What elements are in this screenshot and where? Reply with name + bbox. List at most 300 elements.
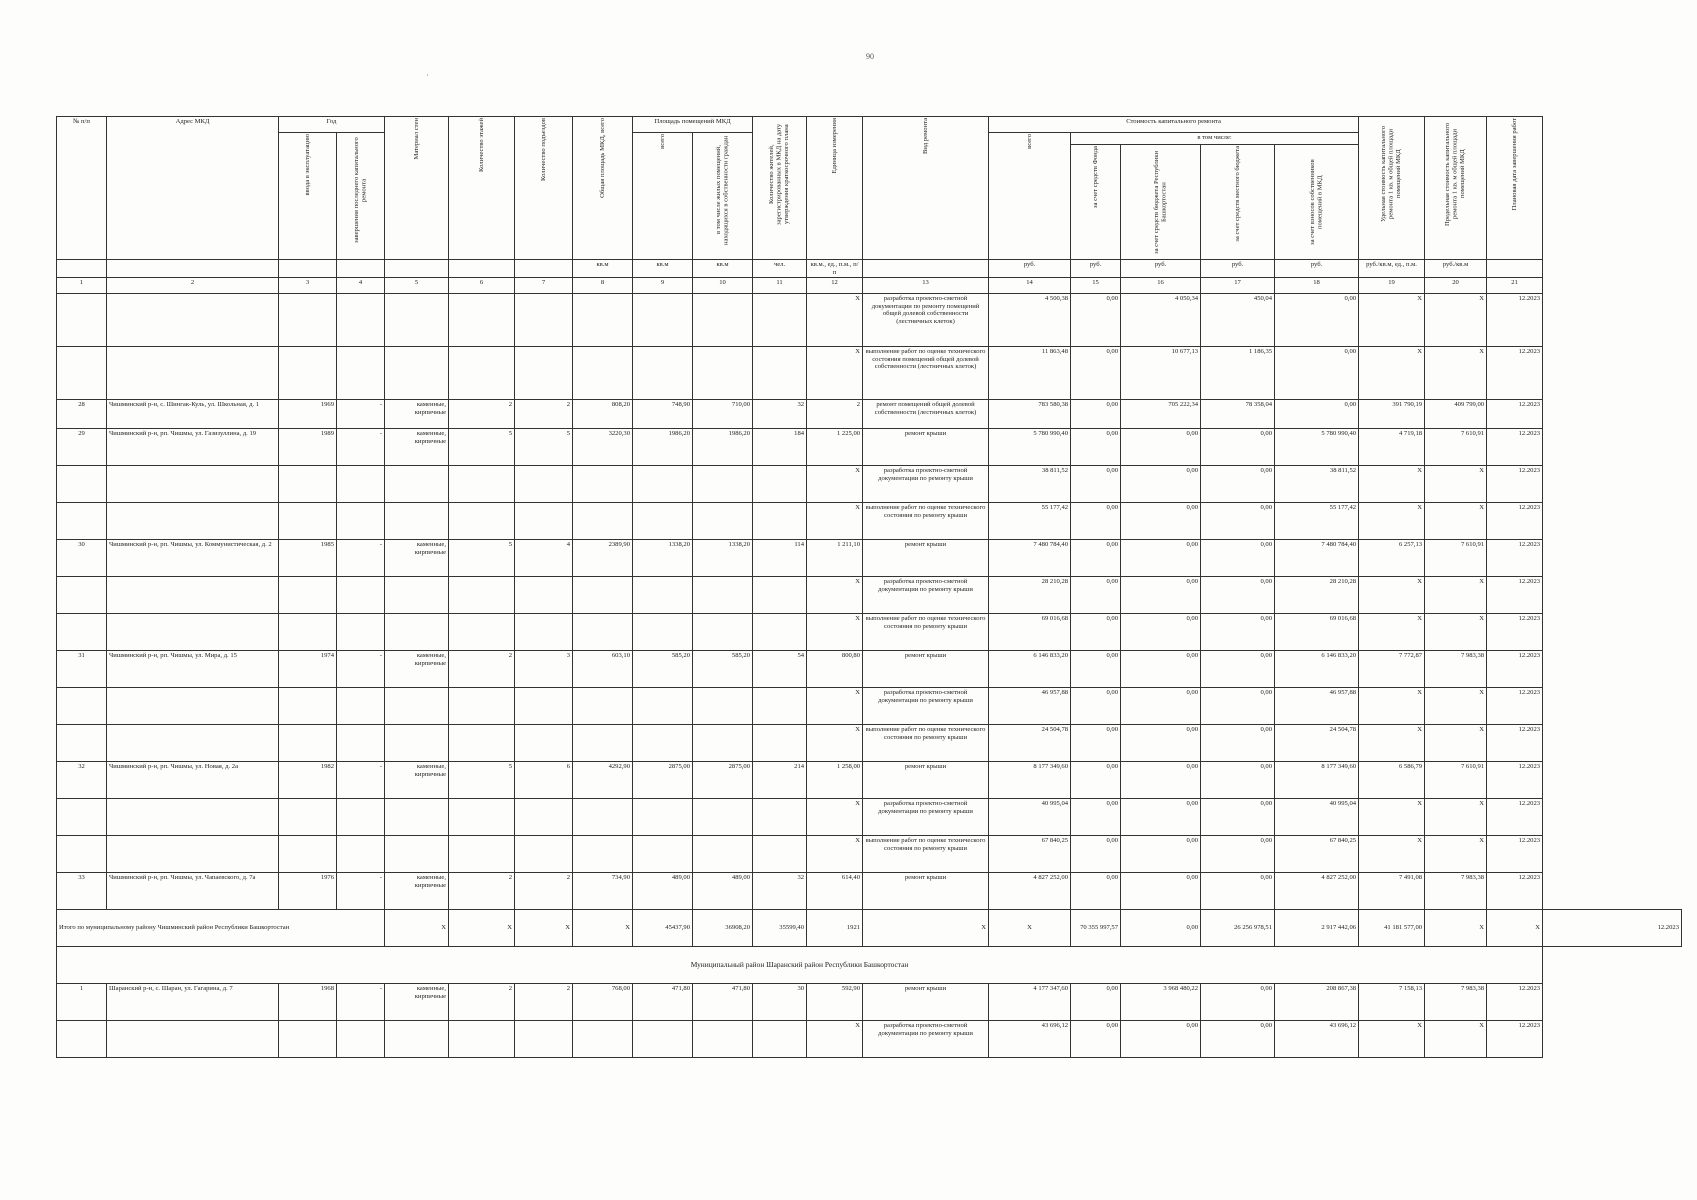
table-cell: 11 863,48 — [989, 347, 1071, 400]
table-cell — [515, 577, 573, 614]
table-cell: X — [1425, 577, 1487, 614]
table-cell — [633, 1021, 693, 1058]
table-cell: 1982 — [279, 762, 337, 799]
table-cell: X — [807, 799, 863, 836]
table-cell: разработка проектно-сметной документации по ремонту крыши — [863, 688, 989, 725]
total-cell: X — [989, 910, 1071, 947]
table-cell: 2 — [449, 873, 515, 910]
total-cell: 1921 — [807, 910, 863, 947]
table-cell — [753, 503, 807, 540]
table-cell: X — [1359, 294, 1425, 347]
table-cell: 38 811,52 — [989, 466, 1071, 503]
table-cell: выполнение работ по оценке технического состояния по ремонту крыши — [863, 725, 989, 762]
page-number: 90 — [866, 52, 874, 61]
table-cell: 12.2023 — [1487, 1021, 1543, 1058]
unit-cell: руб. — [1201, 260, 1275, 278]
table-cell: разработка проектно-сметной документации по ремонту крыши — [863, 1021, 989, 1058]
table-cell: каменные, кирпичные — [385, 400, 449, 429]
table-cell: 0,00 — [1121, 466, 1201, 503]
table-cell: выполнение работ по оценке технического состояния по ремонту крыши — [863, 503, 989, 540]
table-cell — [337, 725, 385, 762]
table-cell: 1 211,10 — [807, 540, 863, 577]
table-cell: 0,00 — [1201, 503, 1275, 540]
unit-cell: чел. — [753, 260, 807, 278]
header-max-cost: Предельная стоимость капитального ремонта 1 кв. м общей площади помещений МКД — [1425, 117, 1487, 260]
table-cell — [515, 688, 573, 725]
table-cell: 12.2023 — [1487, 347, 1543, 400]
table-cell: 0,00 — [1071, 347, 1121, 400]
table-cell — [633, 347, 693, 400]
table-cell — [515, 614, 573, 651]
unit-cell: руб./кв.м, ед., п.м. — [1359, 260, 1425, 278]
table-cell: 0,00 — [1201, 466, 1275, 503]
table-cell — [753, 466, 807, 503]
table-cell: 2 — [807, 400, 863, 429]
header-cost-local: за счет средств местного бюджета — [1201, 145, 1275, 260]
table-cell: 208 867,38 — [1275, 984, 1359, 1021]
table-cell: Чишминский р-н, рп. Чишмы, ул. Мира, д. 15 — [107, 651, 279, 688]
table-cell: 4 500,38 — [989, 294, 1071, 347]
table-cell — [693, 1021, 753, 1058]
table-cell: X — [1359, 836, 1425, 873]
table-cell: 1989 — [279, 429, 337, 466]
table-cell: 0,00 — [1071, 836, 1121, 873]
table-cell: X — [807, 725, 863, 762]
table-cell: разработка проектно-сметной документации по ремонту крыши — [863, 466, 989, 503]
table-cell: X — [1425, 688, 1487, 725]
table-cell: 0,00 — [1201, 540, 1275, 577]
table-cell: Шаранский р-н, с. Шаран, ул. Гагарина, д. 7 — [107, 984, 279, 1021]
column-number: 4 — [337, 278, 385, 294]
table-cell — [279, 688, 337, 725]
table-cell: 40 995,04 — [1275, 799, 1359, 836]
header-premises-area-group: Площадь помещений МКД — [633, 117, 753, 133]
total-cell: 0,00 — [1121, 910, 1201, 947]
column-number-row — [57, 278, 1682, 294]
unit-cell — [863, 260, 989, 278]
table-row — [57, 614, 1682, 651]
table-cell: 0,00 — [1071, 400, 1121, 429]
table-cell — [279, 1021, 337, 1058]
table-cell: Чишминский р-н, рп. Чишмы, ул. Коммунистическая, д. 2 — [107, 540, 279, 577]
table-cell: 46 957,88 — [989, 688, 1071, 725]
table-row — [57, 400, 1682, 429]
table-cell — [753, 799, 807, 836]
table-cell: 12.2023 — [1487, 799, 1543, 836]
column-number: 14 — [989, 278, 1071, 294]
table-cell: 0,00 — [1201, 762, 1275, 799]
table-cell: 471,80 — [693, 984, 753, 1021]
table-cell: X — [1425, 836, 1487, 873]
table-cell: 0,00 — [1275, 400, 1359, 429]
table-cell: 55 177,42 — [989, 503, 1071, 540]
table-cell: 29 — [57, 429, 107, 466]
table-cell — [449, 503, 515, 540]
header-total-area: Общая площадь МКД, всего — [573, 117, 633, 260]
table-cell: 710,00 — [693, 400, 753, 429]
unit-cell: руб. — [989, 260, 1071, 278]
table-cell: X — [807, 1021, 863, 1058]
table-row — [57, 1021, 1682, 1058]
table-cell: 3220,30 — [573, 429, 633, 466]
table-cell: разработка проектно-сметной документации по ремонту крыши — [863, 577, 989, 614]
table-cell: 1974 — [279, 651, 337, 688]
table-cell: 5 780 990,40 — [1275, 429, 1359, 466]
table-cell — [57, 347, 107, 400]
table-cell — [57, 1021, 107, 1058]
header-year-last-repair: завершения последнего капитального ремонта — [337, 133, 385, 260]
table-cell — [385, 294, 449, 347]
table-cell — [279, 503, 337, 540]
table-cell: 5 — [449, 762, 515, 799]
table-cell — [449, 799, 515, 836]
table-cell: 6 146 833,20 — [989, 651, 1071, 688]
table-cell — [337, 577, 385, 614]
table-cell — [337, 466, 385, 503]
table-cell: - — [337, 429, 385, 466]
table-cell — [753, 688, 807, 725]
table-cell: 69 016,68 — [989, 614, 1071, 651]
table-cell: - — [337, 400, 385, 429]
table-cell — [449, 688, 515, 725]
table-cell — [449, 466, 515, 503]
table-cell — [693, 688, 753, 725]
table-row — [57, 503, 1682, 540]
table-cell — [633, 614, 693, 651]
column-number: 9 — [633, 278, 693, 294]
header-address: Адрес МКД — [107, 117, 279, 260]
table-cell: 2389,90 — [573, 540, 633, 577]
header-year-commission: ввода в эксплуатацию — [279, 133, 337, 260]
table-cell: 12.2023 — [1487, 836, 1543, 873]
table-cell: 0,00 — [1071, 503, 1121, 540]
table-cell — [57, 503, 107, 540]
table-cell: 8 177 349,60 — [1275, 762, 1359, 799]
table-cell: X — [807, 614, 863, 651]
table-cell: 0,00 — [1071, 688, 1121, 725]
table-cell: 0,00 — [1275, 347, 1359, 400]
total-cell: X — [573, 910, 633, 947]
table-cell — [693, 294, 753, 347]
table-cell: 5 — [515, 429, 573, 466]
table-cell: 7 610,91 — [1425, 762, 1487, 799]
table-row — [57, 762, 1682, 799]
table-cell — [57, 836, 107, 873]
column-number: 2 — [107, 278, 279, 294]
table-cell: 0,00 — [1201, 651, 1275, 688]
scan-mark: · — [426, 70, 429, 80]
column-number: 12 — [807, 278, 863, 294]
table-cell — [573, 347, 633, 400]
table-cell: 2 — [449, 651, 515, 688]
table-cell: разработка проектно-сметной документации по ремонту крыши — [863, 799, 989, 836]
table-cell — [57, 799, 107, 836]
table-cell: каменные, кирпичные — [385, 429, 449, 466]
table-cell: 12.2023 — [1487, 429, 1543, 466]
table-cell: 0,00 — [1201, 1021, 1275, 1058]
table-cell — [515, 725, 573, 762]
table-cell — [633, 503, 693, 540]
table-cell: 7 610,91 — [1425, 429, 1487, 466]
table-cell — [753, 577, 807, 614]
table-cell: 43 696,12 — [989, 1021, 1071, 1058]
table-cell: Чишминский р-н, рп. Чишмы, ул. Новая, д. 2а — [107, 762, 279, 799]
table-cell — [449, 1021, 515, 1058]
table-cell — [753, 836, 807, 873]
total-cell: 2 917 442,06 — [1275, 910, 1359, 947]
table-row — [57, 540, 1682, 577]
table-cell: 4 — [515, 540, 573, 577]
table-cell — [279, 577, 337, 614]
table-cell: 2 — [449, 984, 515, 1021]
table-cell: 1976 — [279, 873, 337, 910]
table-cell: Чишминский р-н, рп. Чишмы, ул. Газизуллина, д. 19 — [107, 429, 279, 466]
unit-cell — [107, 260, 279, 278]
total-label: Итого по муниципальному району Чишминский район Республики Башкортостан — [57, 910, 385, 947]
table-cell — [573, 466, 633, 503]
table-cell — [107, 1021, 279, 1058]
table-cell — [753, 1021, 807, 1058]
unit-cell — [57, 260, 107, 278]
unit-cell: кв.м — [573, 260, 633, 278]
table-cell — [573, 1021, 633, 1058]
column-number: 19 — [1359, 278, 1425, 294]
table-cell: 12.2023 — [1487, 466, 1543, 503]
table-cell: 12.2023 — [1487, 688, 1543, 725]
table-cell — [385, 688, 449, 725]
table-cell: 33 — [57, 873, 107, 910]
table-row — [57, 466, 1682, 503]
table-cell: - — [337, 873, 385, 910]
table-cell: X — [807, 577, 863, 614]
table-cell: 12.2023 — [1487, 725, 1543, 762]
table-cell: 0,00 — [1201, 725, 1275, 762]
column-number: 7 — [515, 278, 573, 294]
total-cell: 12.2023 — [1543, 910, 1682, 947]
table-cell: 28 210,28 — [989, 577, 1071, 614]
table-cell — [515, 294, 573, 347]
table-cell: 0,00 — [1201, 614, 1275, 651]
table-cell: 1 258,00 — [807, 762, 863, 799]
table-cell: 55 177,42 — [1275, 503, 1359, 540]
table-cell: X — [1359, 799, 1425, 836]
table-cell: 585,20 — [633, 651, 693, 688]
table-cell: 6 257,13 — [1359, 540, 1425, 577]
table-cell: 2 — [449, 400, 515, 429]
table-cell — [573, 294, 633, 347]
table-cell: выполнение работ по оценке технического состояния по ремонту крыши — [863, 614, 989, 651]
table-cell: X — [1425, 466, 1487, 503]
table-row — [57, 651, 1682, 688]
table-cell: 0,00 — [1071, 799, 1121, 836]
table-cell: 32 — [753, 873, 807, 910]
table-cell: 4292,90 — [573, 762, 633, 799]
table-cell: 0,00 — [1071, 984, 1121, 1021]
table-cell — [449, 577, 515, 614]
table-cell: 1 — [57, 984, 107, 1021]
table-cell: 0,00 — [1201, 577, 1275, 614]
unit-cell — [515, 260, 573, 278]
table-cell: 0,00 — [1071, 614, 1121, 651]
total-cell: X — [1425, 910, 1487, 947]
table-cell: Чишминский р-н, с. Шингак-Куль, ул. Школьная, д. 1 — [107, 400, 279, 429]
table-cell — [337, 294, 385, 347]
table-cell — [385, 503, 449, 540]
table-cell — [57, 466, 107, 503]
table-cell: X — [807, 466, 863, 503]
table-cell — [279, 466, 337, 503]
table-cell — [449, 614, 515, 651]
table-cell: 1985 — [279, 540, 337, 577]
table-cell: 1986,20 — [693, 429, 753, 466]
table-row — [57, 725, 1682, 762]
table-cell: 12.2023 — [1487, 577, 1543, 614]
table-cell: 0,00 — [1121, 688, 1201, 725]
table-cell: 12.2023 — [1487, 400, 1543, 429]
table-cell — [753, 347, 807, 400]
table-cell — [107, 836, 279, 873]
table-cell — [57, 688, 107, 725]
table-cell: 32 — [57, 762, 107, 799]
table-cell: 32 — [753, 400, 807, 429]
table-cell: 7 772,87 — [1359, 651, 1425, 688]
table-cell: 3 — [515, 651, 573, 688]
header-cost-republic: за счет средств бюджета Республики Башкортостан — [1121, 145, 1201, 260]
unit-cell — [279, 260, 337, 278]
table-cell — [385, 347, 449, 400]
header-premises-area-owned: в том числе жилых помещений, находящихся в собственности граждан — [693, 133, 753, 260]
table-cell — [515, 503, 573, 540]
table-cell: 54 — [753, 651, 807, 688]
table-cell — [753, 725, 807, 762]
table-cell: 7 983,38 — [1425, 651, 1487, 688]
table-cell: 0,00 — [1121, 836, 1201, 873]
table-cell: 0,00 — [1121, 577, 1201, 614]
header-cost-total: всего — [989, 133, 1071, 260]
table-cell: 489,00 — [633, 873, 693, 910]
second-district-body — [57, 984, 1682, 1058]
table-cell — [693, 466, 753, 503]
table-cell: каменные, кирпичные — [385, 540, 449, 577]
table-cell: 783 580,38 — [989, 400, 1071, 429]
table-cell — [573, 688, 633, 725]
table-cell: 0,00 — [1201, 873, 1275, 910]
table-cell — [337, 799, 385, 836]
table-cell — [279, 725, 337, 762]
table-cell: 4 827 252,00 — [989, 873, 1071, 910]
table-cell: разработка проектно-сметной документации по ремонту помещений общей долевой собственности (лестничных клеток) — [863, 294, 989, 347]
table-cell: 7 480 784,40 — [1275, 540, 1359, 577]
column-number: 11 — [753, 278, 807, 294]
total-cell: 36908,20 — [693, 910, 753, 947]
table-cell: 0,00 — [1275, 294, 1359, 347]
unit-cell: руб. — [1121, 260, 1201, 278]
table-cell — [57, 725, 107, 762]
table-cell — [515, 799, 573, 836]
table-cell — [449, 347, 515, 400]
table-cell — [385, 466, 449, 503]
table-row — [57, 873, 1682, 910]
total-section — [57, 910, 1682, 984]
table-cell — [633, 688, 693, 725]
table-cell: 7 983,38 — [1425, 873, 1487, 910]
table-cell — [107, 799, 279, 836]
table-cell: 0,00 — [1201, 836, 1275, 873]
table-cell: каменные, кирпичные — [385, 873, 449, 910]
table-cell: 808,20 — [573, 400, 633, 429]
table-cell: 24 504,78 — [989, 725, 1071, 762]
table-cell: 4 719,18 — [1359, 429, 1425, 466]
table-cell: 12.2023 — [1487, 614, 1543, 651]
table-cell: 0,00 — [1201, 984, 1275, 1021]
table-cell — [385, 836, 449, 873]
header-specific-cost: Удельная стоимость капитального ремонта 1 кв. м общей площади помещений МКД — [1359, 117, 1425, 260]
table-cell: 2 — [515, 873, 573, 910]
table-cell — [515, 1021, 573, 1058]
table-cell: 46 957,88 — [1275, 688, 1359, 725]
table-cell: X — [1425, 1021, 1487, 1058]
table-cell: каменные, кирпичные — [385, 984, 449, 1021]
table-cell: 214 — [753, 762, 807, 799]
table-cell: 10 677,13 — [1121, 347, 1201, 400]
table-cell: ремонт крыши — [863, 762, 989, 799]
column-number: 10 — [693, 278, 753, 294]
table-cell: 0,00 — [1121, 614, 1201, 651]
table-cell — [449, 725, 515, 762]
unit-cell: руб./кв.м — [1425, 260, 1487, 278]
table-cell: 0,00 — [1071, 577, 1121, 614]
total-row — [57, 910, 1682, 947]
header-floors: Количество этажей — [449, 117, 515, 260]
table-cell — [337, 688, 385, 725]
table-cell — [57, 577, 107, 614]
table-cell: 12.2023 — [1487, 503, 1543, 540]
table-cell — [633, 294, 693, 347]
table-cell: ремонт крыши — [863, 540, 989, 577]
table-cell — [107, 466, 279, 503]
table-cell: - — [337, 762, 385, 799]
table-cell: 800,80 — [807, 651, 863, 688]
table-cell: 0,00 — [1071, 466, 1121, 503]
table-cell: 5 780 990,40 — [989, 429, 1071, 466]
table-cell: 12.2023 — [1487, 540, 1543, 577]
table-cell: 67 840,25 — [1275, 836, 1359, 873]
table-cell: 6 146 833,20 — [1275, 651, 1359, 688]
header-cost-incl: в том числе: — [1071, 133, 1359, 145]
table-cell — [337, 836, 385, 873]
table-cell: 0,00 — [1121, 799, 1201, 836]
table-cell — [515, 466, 573, 503]
table-cell: 1986,20 — [633, 429, 693, 466]
table-body — [57, 294, 1682, 910]
table-cell: - — [337, 984, 385, 1021]
table-cell: - — [337, 651, 385, 688]
table-cell: 0,00 — [1071, 429, 1121, 466]
table-cell: 0,00 — [1071, 725, 1121, 762]
table-cell — [693, 725, 753, 762]
table-cell — [693, 836, 753, 873]
table-cell: каменные, кирпичные — [385, 762, 449, 799]
table-cell — [107, 725, 279, 762]
table-cell: 614,40 — [807, 873, 863, 910]
table-cell — [337, 347, 385, 400]
table-cell: ремонт помещений общей долевой собственности (лестничных клеток) — [863, 400, 989, 429]
table-cell: 0,00 — [1121, 503, 1201, 540]
table-cell: 12.2023 — [1487, 984, 1543, 1021]
table-cell — [449, 836, 515, 873]
table-cell: 0,00 — [1121, 725, 1201, 762]
table-cell: 7 610,91 — [1425, 540, 1487, 577]
